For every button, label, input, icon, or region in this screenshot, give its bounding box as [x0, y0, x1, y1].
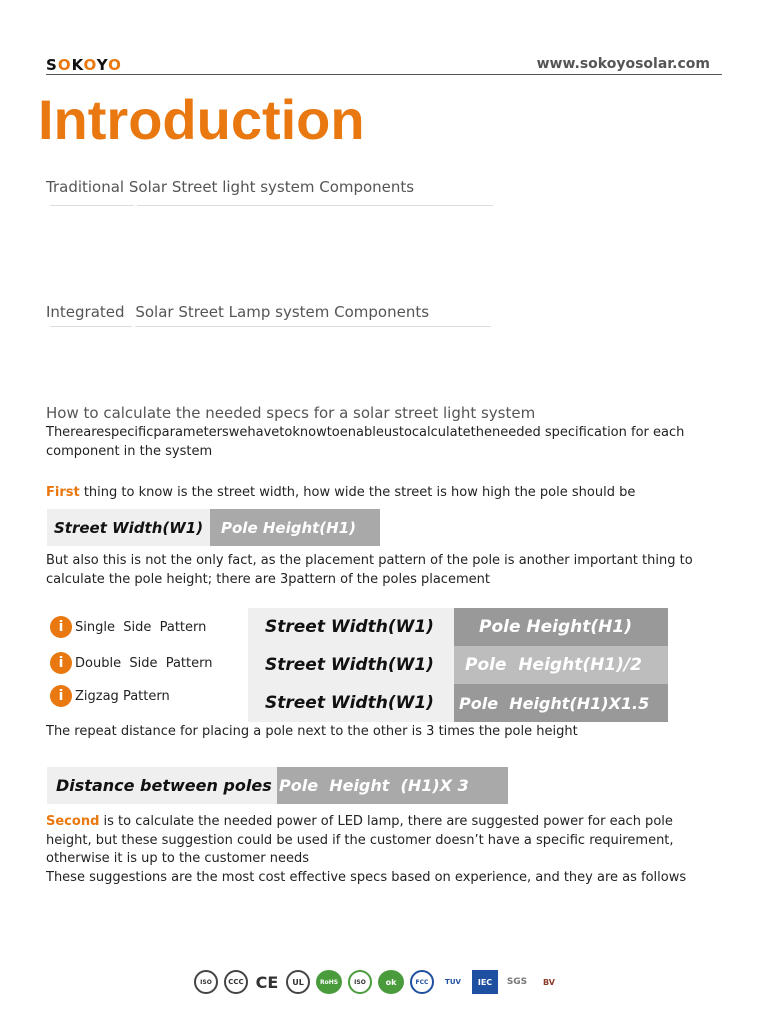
repeat-paragraph: The repeat distance for placing a pole next to the other is 3 times the pole height: [46, 724, 578, 739]
iso-icon: ISO: [194, 970, 218, 994]
brand-letter: O: [57, 56, 72, 74]
info-icon: i: [50, 652, 72, 674]
header-divider: [46, 74, 722, 75]
formula-distance-value: Pole Height (H1)X 3: [277, 767, 508, 804]
brand-letter: O: [108, 56, 122, 74]
ccc-icon: CCC: [224, 970, 248, 994]
ul-icon: UL: [286, 970, 310, 994]
info-icon: i: [50, 685, 72, 707]
website-link[interactable]: www.sokoyosolar.com: [536, 56, 710, 72]
certification-logos: [194, 970, 562, 994]
info-icon: i: [50, 616, 72, 638]
table-street-width: Street Width(W1): [248, 684, 454, 722]
heading-part: Integrated: [46, 303, 125, 321]
heading-part: Solar Street Lamp system Components: [135, 303, 430, 321]
second-text: is to calculate the needed power of LED lamp, there are suggested power for each pole height, but these suggestion could be used if the customer doesn’t have a specific requirement, otherwise it is up to the customer needs: [46, 814, 674, 866]
second-keyword: Second: [46, 814, 100, 829]
formula-distance: Distance between poles: [47, 767, 277, 804]
pattern-label: Single Side Pattern: [75, 619, 207, 635]
table-pole-height: Pole Height(H1): [454, 608, 668, 646]
brand-letter: O: [83, 56, 97, 74]
heading-underline: [50, 205, 134, 206]
first-keyword: First: [46, 485, 80, 500]
rohs-icon: RoHS: [316, 970, 342, 994]
table-street-width: Street Width(W1): [248, 646, 454, 684]
pattern-label: Double Side Pattern: [75, 655, 213, 671]
first-paragraph: [46, 484, 746, 503]
section-heading-calculate: How to calculate the needed specs for a solar street light system: [46, 404, 536, 422]
brand-logo: [46, 56, 122, 74]
pattern-label: Zigzag Pattern: [75, 688, 170, 704]
check-icon: ok: [378, 970, 404, 994]
placement-paragraph: But also this is not the only fact, as the placement pattern of the pole is another important thing to calculate the pole height; there are 3pattern of the poles placement: [46, 553, 693, 587]
table-pole-height: Pole Height(H1)X1.5: [454, 684, 668, 722]
second-paragraph-line2: These suggestions are the most cost effective specs based on experience, and they are as follows: [46, 870, 687, 885]
brand-letter: S: [46, 56, 58, 74]
heading-underline: [50, 326, 132, 327]
formula-pole-height: Pole Height(H1): [210, 509, 380, 546]
table-street-width: Street Width(W1): [248, 608, 454, 646]
formula-street-width: Street Width(W1): [47, 509, 210, 546]
pattern-item: [50, 685, 170, 707]
ce-icon: CE: [255, 972, 279, 992]
table-pole-height: Pole Height(H1)/2: [454, 646, 668, 684]
fcc-icon: FCC: [410, 970, 434, 994]
pattern-item: [50, 616, 206, 638]
section-heading-traditional: Traditional Solar Street light system Components: [46, 178, 415, 196]
tuv-icon: TUV: [445, 978, 461, 986]
first-text: thing to know is the street width, how wide the street is how high the pole should be: [79, 485, 636, 500]
bv-icon: BV: [543, 977, 555, 987]
pattern-item: [50, 652, 212, 674]
heading-underline: [135, 326, 491, 327]
section-heading-integrated: [46, 303, 429, 321]
sgs-icon: SGS: [506, 977, 528, 987]
iso-icon: ISO: [348, 970, 372, 994]
page-title: Introduction: [38, 88, 365, 151]
brand-letter: K: [71, 56, 84, 74]
heading-underline: [137, 205, 493, 206]
second-paragraph: [46, 813, 711, 869]
iec-icon: IEC: [472, 970, 498, 994]
intro-paragraph: Therearespecificparameterswehavetoknowtoenableustocalculatetheneeded specification for each component in the system: [46, 425, 685, 459]
brand-letter: Y: [96, 56, 109, 74]
